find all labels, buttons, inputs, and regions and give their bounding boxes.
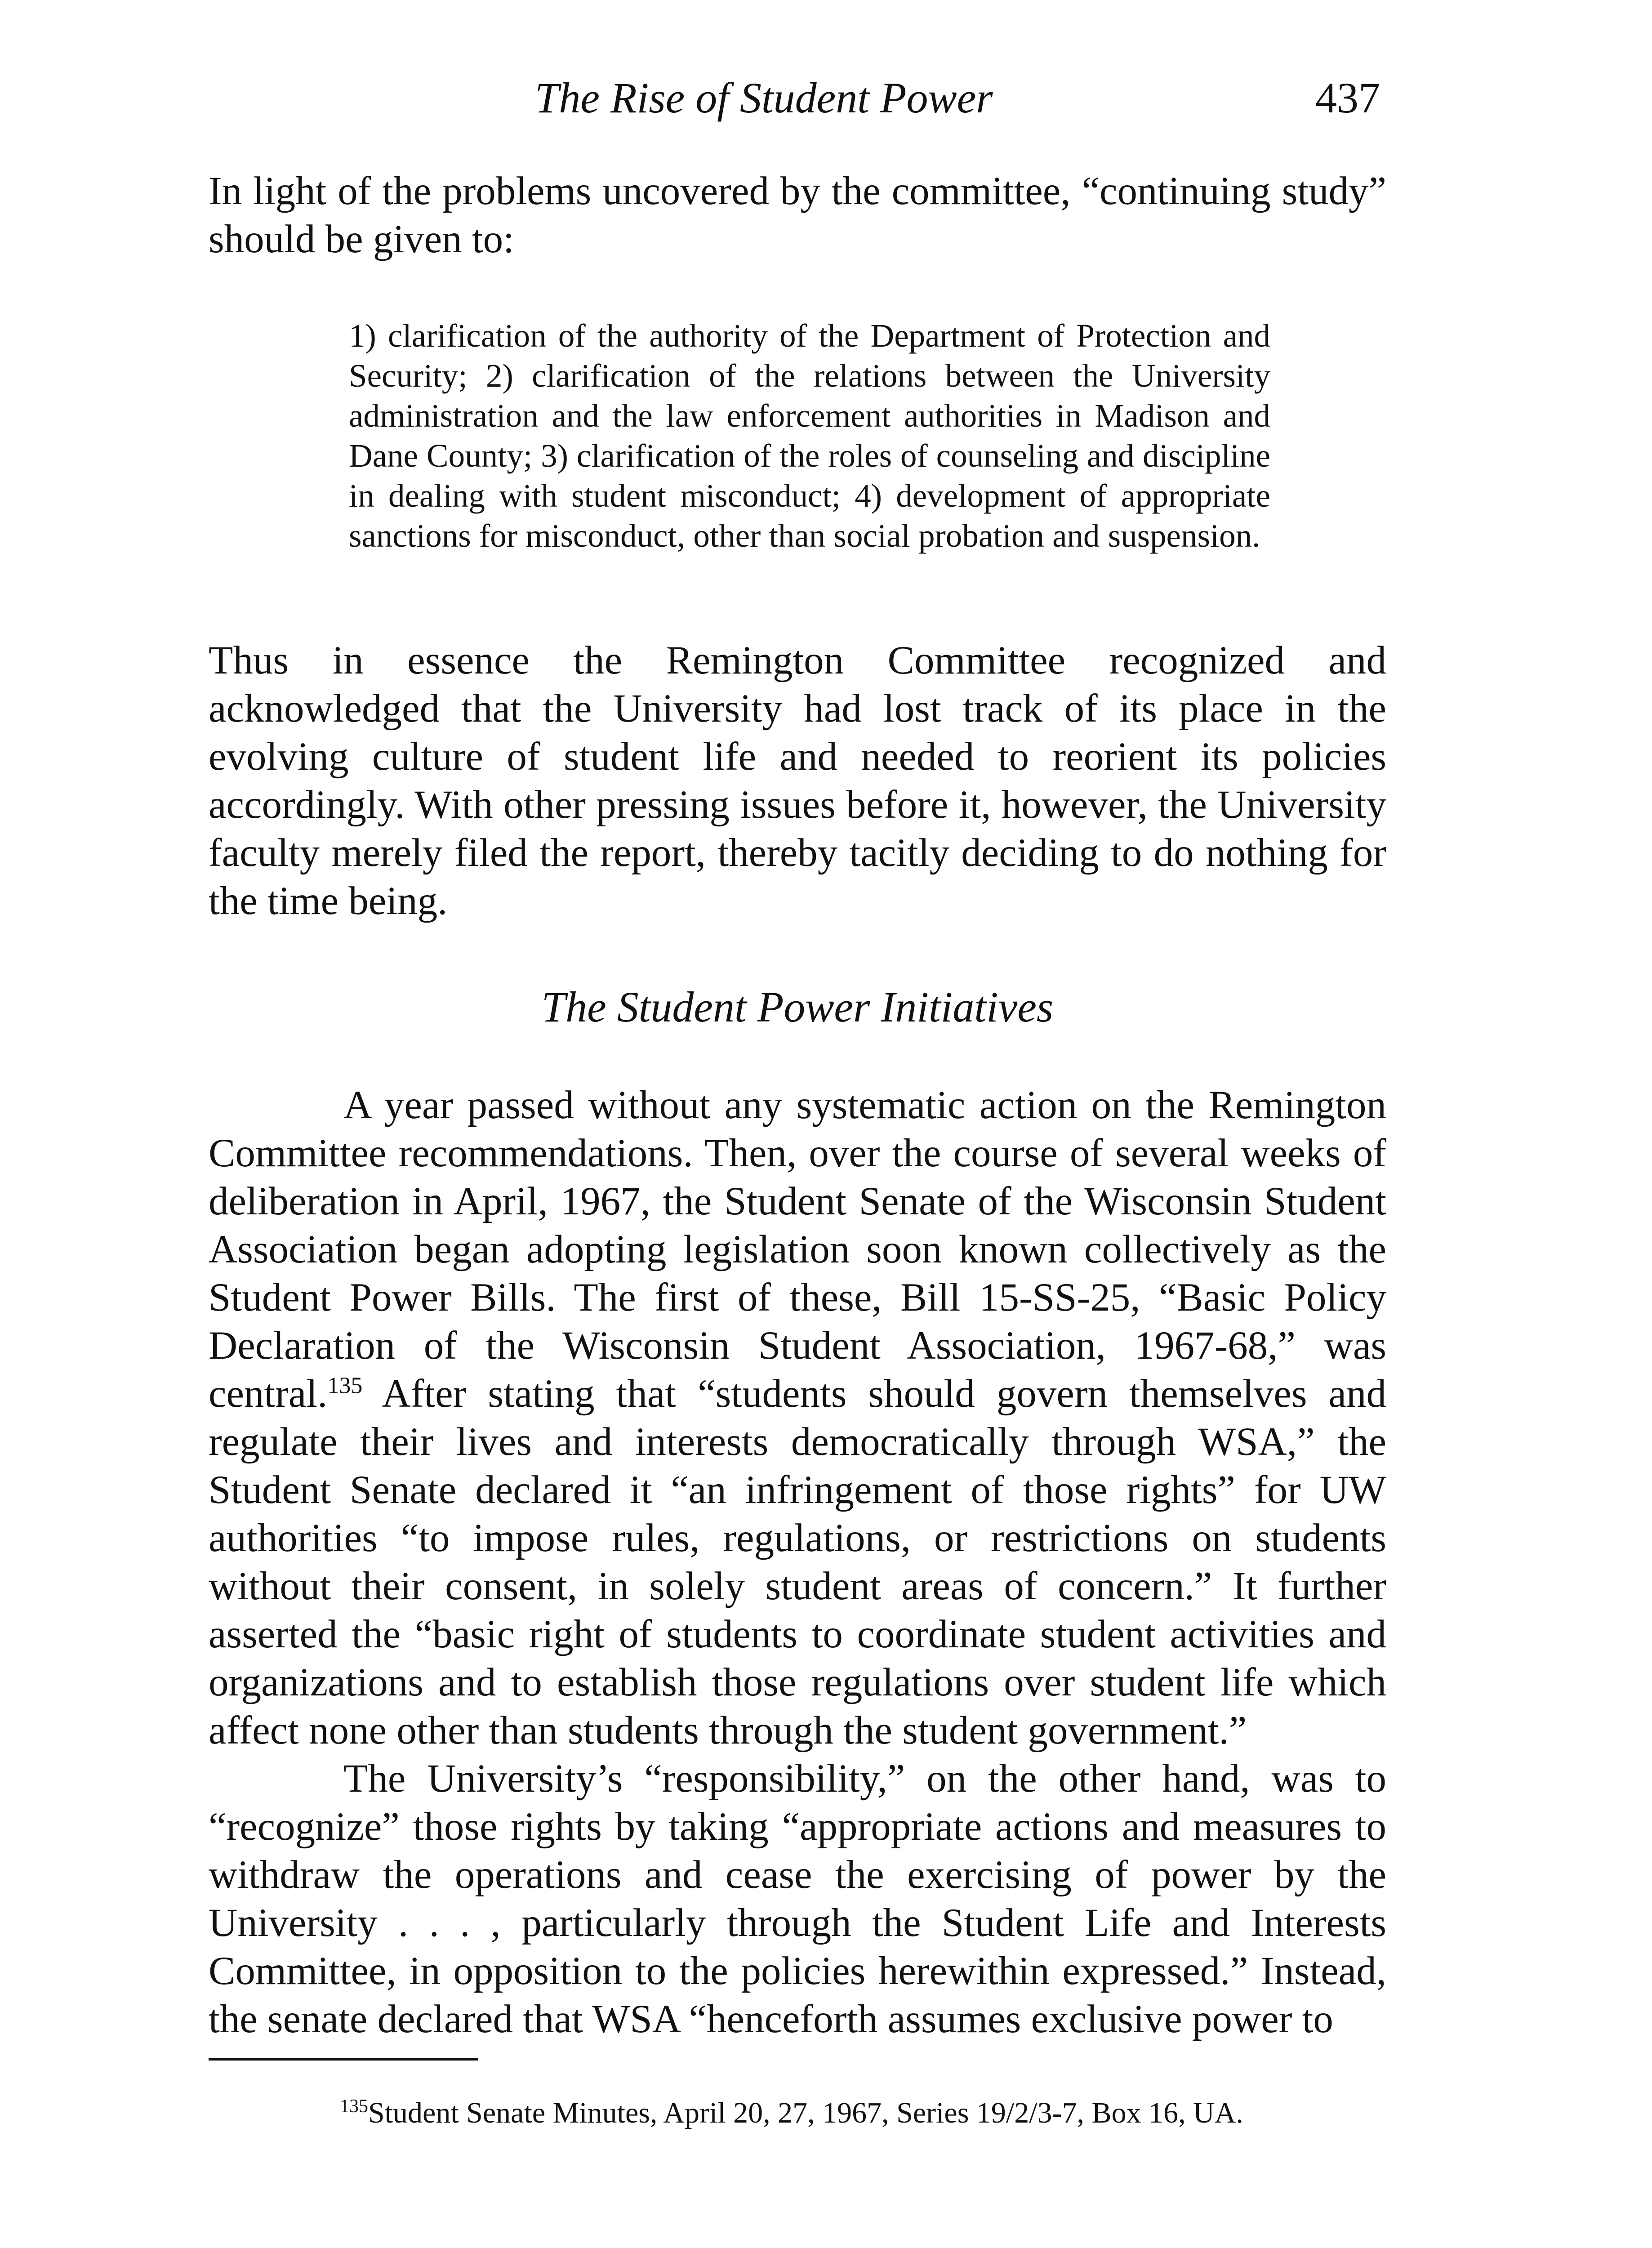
intro-paragraph: In light of the problems uncovered by the committee, “continuing study” should be given to: [209,169,1386,261]
remington-paragraph: Thus in essence the Remington Committee recognized and acknowledged that the University had lost track of its place in the evolving culture of student life and needed to reorient its policies accordingly. With other pressing issues before it, however, the University faculty merely filed the report, thereby tacitly deciding to do nothing for the time being. [209,638,1386,923]
footnote [340,2095,1419,2131]
year-passed-paragraph [209,1081,1386,1755]
footnote-text: Student Senate Minutes, April 20, 27, 1967, Series 19/2/3-7, Box 16, UA. [368,2096,1243,2129]
main-text-block [209,1081,1386,2043]
year-passed-text: A year passed without any systematic action on the Remington Committee recommendations. Then, over the course of several weeks of deliberation in April, 1967, the Student Senate of the Wisconsin Student Association began adopting legislation soon known collectively as the Student Power Bills. The first of these, Bill 15-SS-25, “Basic Policy Declaration of the Wisconsin Student Association, 1967-68,” was central. [209,1083,1386,1416]
running-head [211,76,1380,144]
section-heading: The Student Power Initiatives [541,983,1054,1031]
intro-block [209,167,1386,263]
footnote-reference: 135 [327,1373,363,1399]
footnote-number: 135 [340,2096,368,2117]
running-title: The Rise of Student Power [535,74,993,122]
block-quote: 1) clarification of the authority of the Department of Protection and Security; 2) clarification of the relations between the University administration and the law enforcement authorities in Madison and Dane County; 3) clarification of the roles of counseling and discipline in dealing with student misconduct; 4) development of appropriate sanctions for misconduct, other than social probation and suspension. [349,317,1270,554]
responsibility-paragraph: The University’s “responsibility,” on the other hand, was to “recognize” those rights by taking “appropriate actions and measures to withdraw the operations and cease the exercising of power by the University . . . , particularly through the Student Life and Interests Committee, in opposition to the policies herewithin expressed.” Instead, the senate declared that WSA “henceforth assumes exclusive power to [209,1757,1386,2041]
page-number: 437 [1315,74,1380,122]
remington-block [209,637,1386,925]
year-passed-continuation: After stating that “students should govern themselves and regulate their lives and interests democratically through WSA,” the Student Senate declared it “an infringement of those rights” for UW authorities “to impose rules, regulations, or restrictions on students without their consent, in solely student areas of concern.” It further asserted the “basic right of students to coordinate student activities and organizations and to establish those regulations over student life which affect none other than students through the student government.” [209,1372,1387,1753]
footnote-rule [209,2058,478,2061]
